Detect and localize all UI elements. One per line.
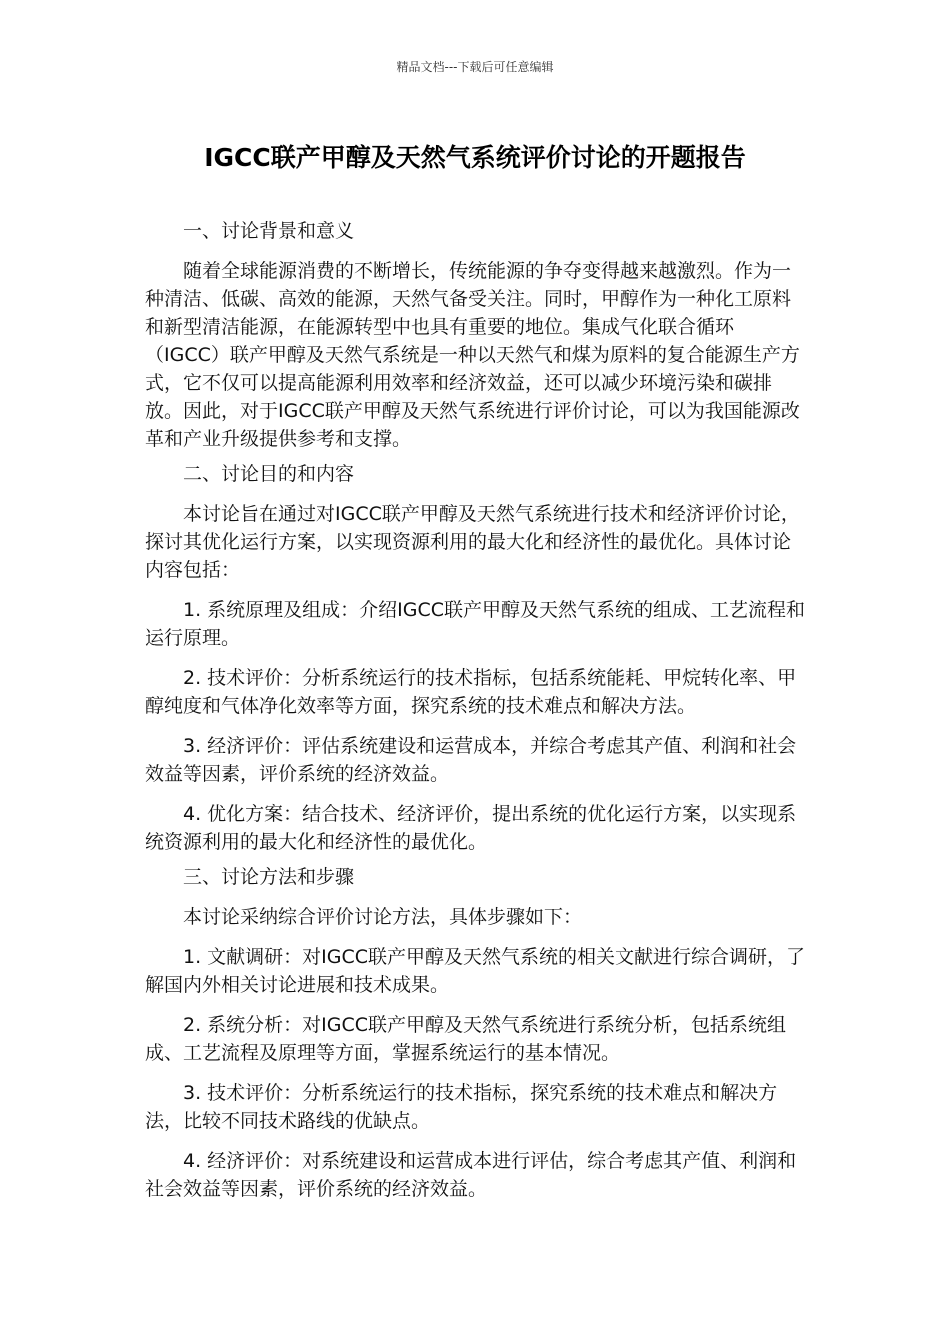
section-3-heading: 三、讨论方法和步骤: [183, 866, 355, 888]
section-2-paragraph: 本讨论旨在通过对IGCC联产甲醇及天然气系统进行技术和经济评价讨论，探讨其优化运行方案，以实现资源利用的最大化和经济性的最优化。具体讨论内容包括：: [145, 503, 800, 581]
section-2-item-1: 1. 系统原理及组成：介绍IGCC联产甲醇及天然气系统的组成、工艺流程和运行原理。: [145, 599, 806, 649]
section-2-item-3: 3. 经济评价：评估系统建设和运营成本，并综合考虑其产值、利润和社会效益等因素，评价系统的经济效益。: [145, 735, 797, 785]
section-3-item-1: 1. 文献调研：对IGCC联产甲醇及天然气系统的相关文献进行综合调研，了解国内外相关讨论进展和技术成果。: [145, 946, 806, 996]
section-2-item-4: 4. 优化方案：结合技术、经济评价，提出系统的优化运行方案，以实现系统资源利用的最大化和经济性的最优化。: [145, 803, 797, 853]
section-3-paragraph: 本讨论采纳综合评价讨论方法，具体步骤如下：: [183, 906, 583, 928]
section-2-item-2: 2. 技术评价：分析系统运行的技术指标，包括系统能耗、甲烷转化率、甲醇纯度和气体净化效率等方面，探究系统的技术难点和解决方法。: [145, 667, 797, 717]
document-body: [145, 217, 807, 1203]
section-2-heading: 二、讨论目的和内容: [183, 463, 355, 485]
section-1-paragraph: 随着全球能源消费的不断增长，传统能源的争夺变得越来越激烈。作为一种清洁、低碳、高效的能源，天然气备受关注。同时，甲醇作为一种化工原料和新型清洁能源，在能源转型中也具有重要的地位。集成气化联合循环（IGCC）联产甲醇及天然气系统是一种以天然气和煤为原料的复合能源生产方式，它不仅可以提高能源利用效率和经济效益，还可以减少环境污染和碳排放。因此，对于IGCC联产甲醇及天然气系统进行评价讨论，可以为我国能源改革和产业升级提供参考和支撑。: [145, 260, 800, 450]
section-3-item-3: 3. 技术评价：分析系统运行的技术指标，探究系统的技术难点和解决方法，比较不同技术路线的优缺点。: [145, 1082, 778, 1132]
section-3-item-2: 2. 系统分析：对IGCC联产甲醇及天然气系统进行系统分析，包括系统组成、工艺流程及原理等方面，掌握系统运行的基本情况。: [145, 1014, 787, 1064]
section-3-item-4: 4. 经济评价：对系统建设和运营成本进行评估，综合考虑其产值、利润和社会效益等因素，评价系统的经济效益。: [145, 1150, 797, 1200]
section-1-heading: 一、讨论背景和意义: [183, 220, 355, 242]
header-note: 精品文档---下载后可任意编辑: [396, 60, 554, 74]
document-title: IGCC联产甲醇及天然气系统评价讨论的开题报告: [204, 143, 746, 172]
